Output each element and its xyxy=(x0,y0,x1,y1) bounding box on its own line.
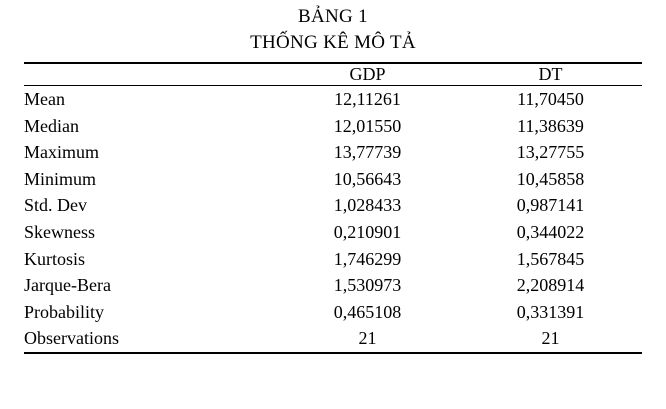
row-value-gdp: 1,530973 xyxy=(333,275,402,296)
table-rule-bottom xyxy=(24,353,642,354)
row-value-dt: 10,45858 xyxy=(516,168,585,189)
row-value-dt: 13,27755 xyxy=(516,142,585,163)
row-value-dt: 2,208914 xyxy=(516,275,585,296)
row-label: Minimum xyxy=(24,168,97,189)
rule-cell xyxy=(276,353,459,354)
row-value-dt: 21 xyxy=(541,328,560,349)
row-label: Jarque-Bera xyxy=(24,275,111,296)
table-title-line-2: THỐNG KÊ MÔ TẢ xyxy=(250,32,416,53)
row-label: Skewness xyxy=(24,221,95,242)
table-row xyxy=(24,192,642,219)
row-value-gdp: 0,465108 xyxy=(333,301,402,322)
table-title-line-1: BẢNG 1 xyxy=(298,6,368,27)
row-label: Mean xyxy=(24,89,65,109)
row-value-gdp: 1,746299 xyxy=(333,248,402,269)
column-header-label xyxy=(24,64,276,86)
row-label: Probability xyxy=(24,301,104,322)
row-value-dt: 11,70450 xyxy=(517,89,584,109)
row-value-dt: 0,987141 xyxy=(516,195,585,216)
table-row xyxy=(24,219,642,246)
row-value-gdp: 0,210901 xyxy=(333,221,402,242)
table-row xyxy=(24,139,642,166)
table-header-row xyxy=(24,64,642,86)
rule-cell xyxy=(24,353,276,354)
column-header-dt: DT xyxy=(538,64,563,84)
row-value-gdp: 12,01550 xyxy=(333,115,402,136)
row-value-gdp: 10,56643 xyxy=(333,168,402,189)
row-label: Median xyxy=(24,115,79,136)
table-row xyxy=(24,299,642,326)
table-container xyxy=(24,62,642,354)
row-label: Maximum xyxy=(24,142,99,163)
row-value-dt: 0,344022 xyxy=(516,221,585,242)
row-value-dt: 1,567845 xyxy=(516,248,585,269)
row-value-gdp: 12,11261 xyxy=(334,89,401,109)
row-label: Observations xyxy=(24,328,119,349)
table-row xyxy=(24,166,642,193)
row-label: Kurtosis xyxy=(24,248,86,269)
table-row xyxy=(24,272,642,299)
table-row xyxy=(24,325,642,353)
column-header-gdp: GDP xyxy=(349,64,386,84)
row-label: Std. Dev xyxy=(24,195,87,216)
descriptive-statistics-table xyxy=(24,62,642,354)
row-value-gdp: 21 xyxy=(358,328,377,349)
table-row xyxy=(24,86,642,113)
row-value-dt: 0,331391 xyxy=(516,301,585,322)
row-value-dt: 11,38639 xyxy=(517,115,584,136)
table-row xyxy=(24,246,642,273)
row-value-gdp: 1,028433 xyxy=(333,195,402,216)
table-row xyxy=(24,113,642,140)
table-title xyxy=(0,0,666,56)
row-value-gdp: 13,77739 xyxy=(333,142,402,163)
rule-cell xyxy=(459,353,642,354)
